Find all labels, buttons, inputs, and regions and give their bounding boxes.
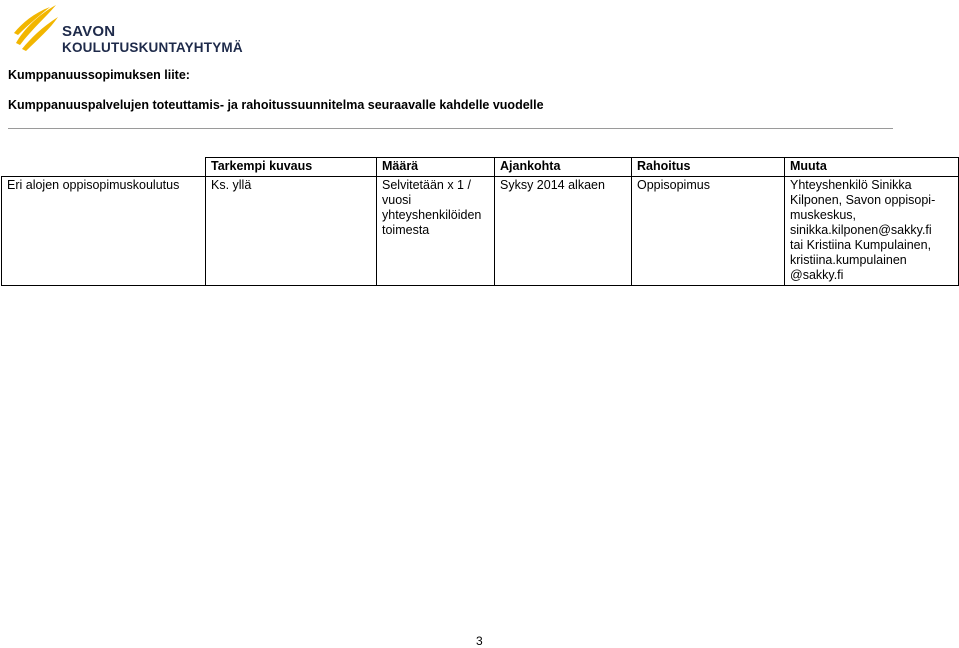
cell-other xyxy=(785,177,959,286)
table-header-row xyxy=(2,158,959,177)
cell-timing: Syksy 2014 alkaen xyxy=(495,177,632,286)
amount-line: yhteyshenkilöiden xyxy=(382,208,482,222)
plan-title: Kumppanuuspalvelujen toteuttamis- ja rahoitussuunnitelma seuraavalle kahdelle vuodelle xyxy=(8,98,544,112)
organization-logo xyxy=(12,3,272,55)
other-line: muskeskus, xyxy=(790,208,856,222)
logo-text-line1: SAVON xyxy=(62,23,116,40)
cell-funding: Oppisopimus xyxy=(632,177,785,286)
other-line: kristiina.kumpulainen xyxy=(790,253,907,267)
header-timing: Ajankohta xyxy=(495,158,632,177)
logo-swoosh-icon xyxy=(12,3,60,51)
header-other: Muuta xyxy=(785,158,959,177)
cell-description: Ks. yllä xyxy=(206,177,377,286)
header-amount: Määrä xyxy=(377,158,495,177)
table-row xyxy=(2,177,959,286)
page-number: 3 xyxy=(476,634,483,648)
cell-service: Eri alojen oppisopimuskoulutus xyxy=(2,177,206,286)
horizontal-divider xyxy=(8,128,893,129)
logo-text-line2: KOULUTUSKUNTAYHTYMÄ xyxy=(62,40,243,55)
other-line: Yhteyshenkilö Sinikka xyxy=(790,178,912,192)
other-line: sinikka.kilponen@sakky.fi xyxy=(790,223,932,237)
plan-table xyxy=(1,157,959,286)
other-line: tai Kristiina Kumpulainen, xyxy=(790,238,932,252)
amount-line: vuosi xyxy=(382,193,412,207)
other-line: @sakky.fi xyxy=(790,268,844,282)
attachment-title: Kumppanuussopimuksen liite: xyxy=(8,68,190,82)
header-funding: Rahoitus xyxy=(632,158,785,177)
other-line: Kilponen, Savon oppisopi- xyxy=(790,193,936,207)
cell-amount xyxy=(377,177,495,286)
header-empty-cell xyxy=(2,158,206,177)
header-description: Tarkempi kuvaus xyxy=(206,158,377,177)
amount-line: toimesta xyxy=(382,223,430,237)
amount-line: Selvitetään x 1 / xyxy=(382,178,471,192)
